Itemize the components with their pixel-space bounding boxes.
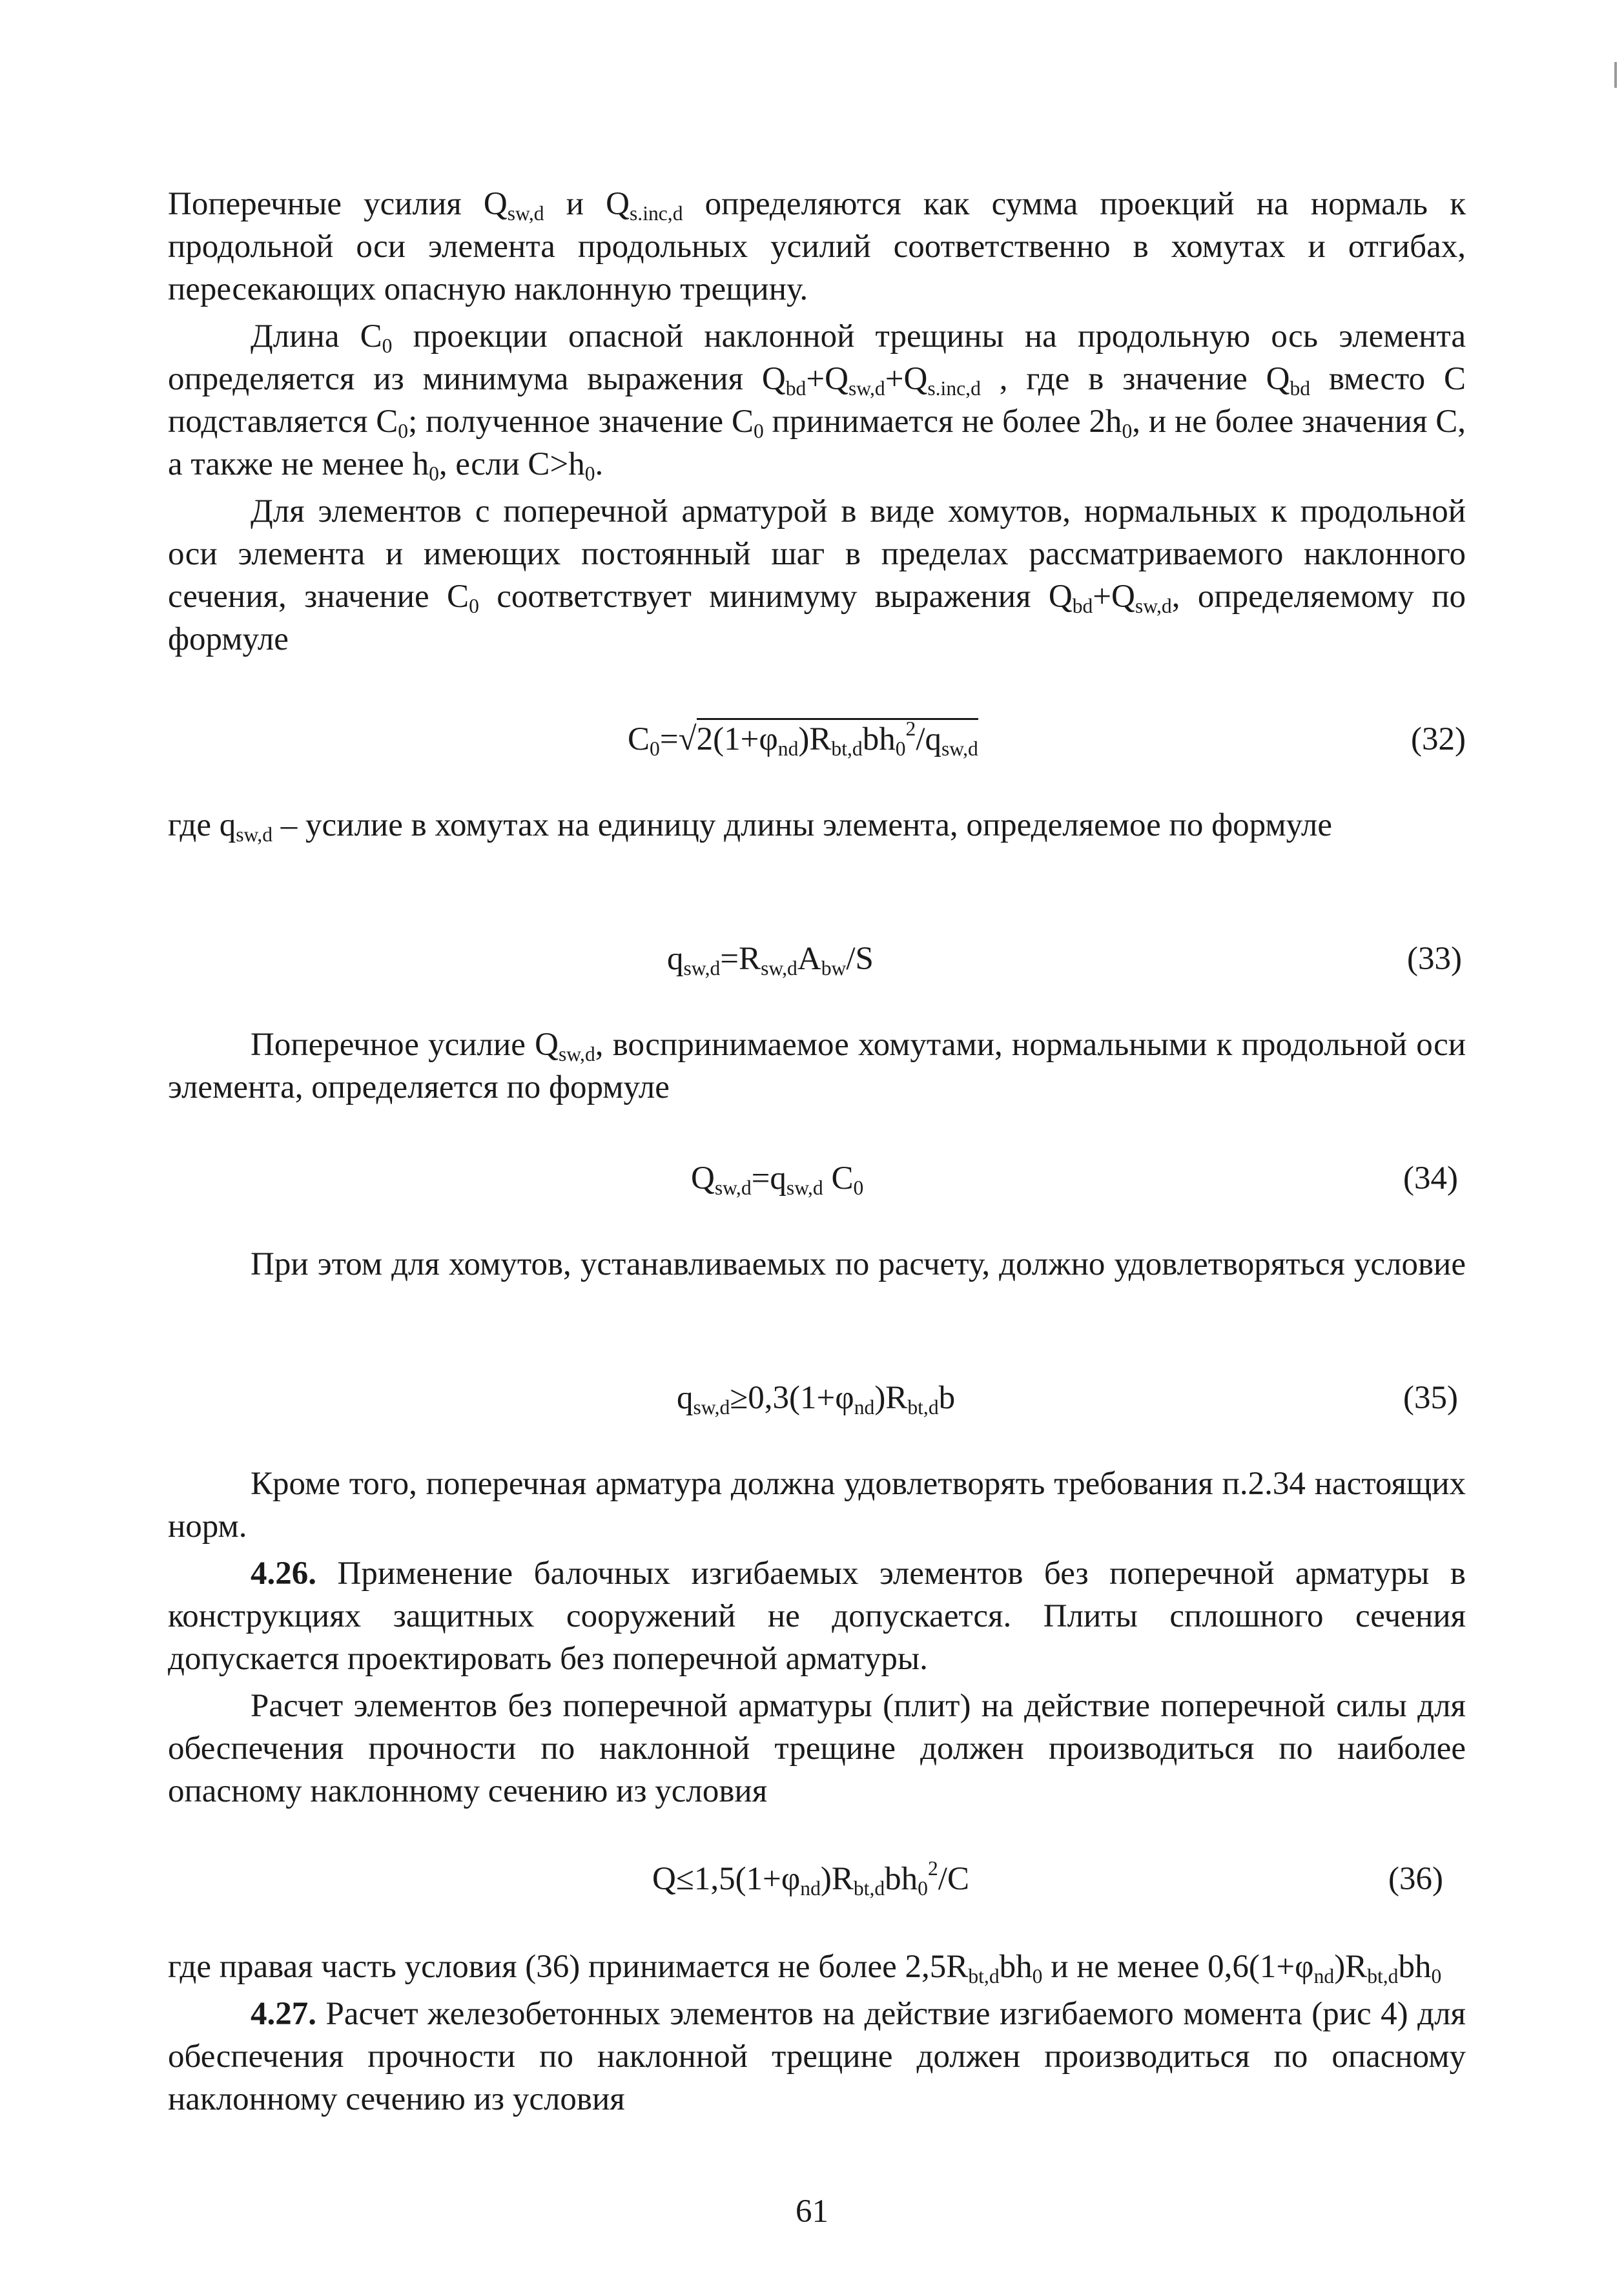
formula-33: $q_{sw,d}=R_{sw,d}A_{bw}/S$ [667, 941, 874, 980]
square-root-argument: $2(1+\varphi_{nd})R_{bt,d}bh_0^2/q_{sw,d}$ [696, 717, 978, 760]
paragraph-10: где правая часть условия (36) принимается не более $2,5R_{bt,d}bh_0$ и не менее $0,6(1+\varphi_{nd})R_{bt,d}bh_0$ [168, 1949, 1442, 1987]
formula-36: $Q\le 1,5(1+\varphi_{nd})R_{bt,d}bh_0^2/C$ [652, 1856, 969, 1900]
formula-32: $C_0=√2(1+\varphi_{nd})R_{bt,d}bh_0^2/q_{sw,d}$ [628, 717, 978, 760]
equation-number-34: (34) [1403, 1160, 1458, 1196]
formula-34: $Q_{sw,d}=q_{sw,d}$ $C_0$ [691, 1160, 864, 1199]
text-block-top [168, 183, 1466, 661]
text-block-bottom [168, 1946, 1466, 2121]
equation-number-32: (32) [1411, 721, 1466, 757]
equation-number-35: (35) [1403, 1380, 1458, 1416]
text-block-condition [168, 1243, 1466, 1286]
paragraph-6: При этом для хомутов, устанавливаемых по расчету, должно удовлетворяться условие [251, 1246, 1466, 1282]
paragraph-3: Для элементов с поперечной арматурой в виде хомутов, нормальных к продольной оси элемента и имеющих постоянный шаг в пределах рассматриваемого наклонного сечения, значение $C_0$ соответствует минимуму выражения $Q_{bd}+Q_{sw,d}$, определяемому по формуле [168, 493, 1466, 657]
paragraph-8: 4.26. Применение балочных изгибаемых элементов без поперечной арматуры в конструкциях защитных сооружений не допускается. Плиты сплошного сечения допускается проектировать без поперечной арматуры. [168, 1556, 1466, 1677]
text-block-where-q [168, 804, 1466, 847]
paragraph-7: Кроме того, поперечная арматура должна удовлетворять требования п.2.34 настоящих норм. [168, 1466, 1466, 1545]
paragraph-11: 4.27. Расчет железобетонных элементов на действие изгибаемого момента (рис 4) для обеспечения прочности по наклонной трещине должен производиться по опасному наклонному сечению из условия [168, 1996, 1466, 2117]
text-block-qsw [168, 1023, 1466, 1109]
paragraph-5: Поперечное усилие $Q_{sw,d}$, воспринимаемое хомутами, нормальными к продольной оси элемента, определяется по формуле [168, 1027, 1466, 1105]
equation-number-36: (36) [1388, 1861, 1443, 1897]
text-block-middle [168, 1463, 1466, 1813]
formula-32-row [168, 717, 1466, 762]
page-number: 61 [796, 2193, 828, 2230]
formula-35: $q_{sw,d}\ge 0,3(1+\varphi_{nd})R_{bt,d}b$ [677, 1380, 956, 1419]
formula-35-row [168, 1375, 1466, 1421]
formula-33-row [168, 936, 1466, 981]
paragraph-2: Длина $C_0$ проекции опасной наклонной трещины на продольную ось элемента определяется из минимума выражения $Q_{bd}+Q_{sw,d}+Q_{s.inc,d}$ , где в значение $Q_{bd}$ вместо C подставляется $C_0$; полученное значение $C_0$ принимается не более $2h_0$, и не более значения C, а также не менее $h_0$, если $C>h_0$. [168, 318, 1466, 485]
equation-number-33: (33) [1407, 941, 1462, 977]
formula-34-row [168, 1156, 1466, 1201]
scan-edge-mark [1614, 62, 1617, 88]
paragraph-1: Поперечные усилия $Q_{sw,d}$ и $Q_{s.inc,d}$ определяются как сумма проекций на нормаль к продольной оси элемента продольных усилий соответственно в хомутах и отгибах, пересекающих опасную наклонную трещину. [168, 186, 1466, 307]
paragraph-9: Расчет элементов без поперечной арматуры (плит) на действие поперечной силы для обеспечения прочности по наклонной трещине должен производиться по наиболее опасному наклонному сечению из условия [168, 1688, 1466, 1809]
formula-36-row [168, 1856, 1466, 1902]
paragraph-4: где $q_{sw,d}$ – усилие в хомутах на единицу длины элемента, определяемое по формуле [168, 807, 1332, 846]
